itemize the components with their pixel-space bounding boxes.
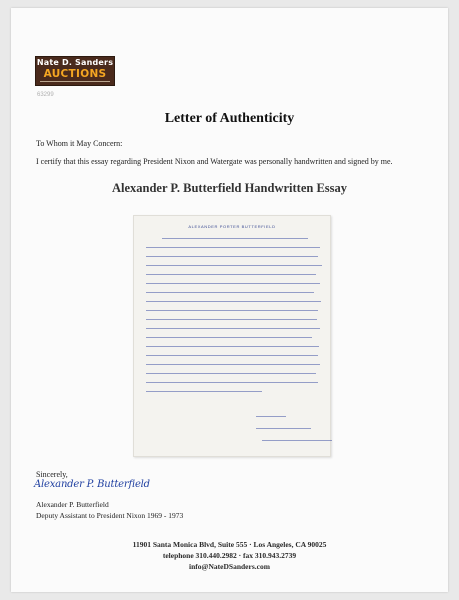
essay-title: Alexander P. Butterfield Handwritten Essay [111, 181, 348, 195]
handwriting-line [146, 301, 321, 302]
handwriting-line [146, 364, 320, 365]
footer-address: 11901 Santa Monica Blvd, Suite 555 · Los Angeles, CA 90025 [132, 540, 327, 549]
signer-name: Alexander P. Butterfield [36, 500, 109, 509]
footer-email: info@NateDSanders.com [189, 562, 270, 571]
handwriting-line [146, 328, 320, 329]
handwriting-line [146, 373, 316, 374]
handwriting-line [146, 283, 320, 284]
handwriting-line [146, 247, 320, 248]
logo-auctions: AUCTIONS [43, 68, 107, 80]
handwriting-line [162, 238, 308, 239]
handwriting-line [146, 355, 318, 356]
handwriting-closing-line [256, 416, 286, 417]
certification-text: I certify that this essay regarding President Nixon and Watergate was personally handwritten and signed by me. [36, 157, 393, 166]
handwriting-line [146, 310, 318, 311]
essay-letterhead: ALEXANDER PORTER BUTTERFIELD [188, 224, 276, 229]
handwriting-line [146, 274, 316, 275]
signer-title: Deputy Assistant to President Nixon 1969 - 1973 [36, 511, 184, 520]
handwriting-closing-line [256, 428, 311, 429]
closing-sincerely: Sincerely, [36, 470, 68, 479]
handwriting-line [146, 319, 317, 320]
handwriting-line [146, 265, 322, 266]
footer-phones: telephone 310.440.2982 · fax 310.943.2739 [162, 551, 297, 560]
auction-house-logo [35, 56, 115, 86]
handwriting-line [146, 337, 312, 338]
logo-divider [40, 81, 110, 82]
handwriting-line [146, 346, 319, 347]
logo-name: Nate D. Sanders [36, 58, 114, 67]
handwriting-line [146, 292, 314, 293]
lot-number: 63299 [37, 92, 54, 98]
handwriting-line [146, 382, 318, 383]
handwritten-signature: Alexander P. Butterfield [34, 479, 150, 490]
handwriting-closing-line [262, 440, 332, 441]
handwriting-line [146, 391, 262, 392]
handwriting-line [146, 256, 318, 257]
salutation: To Whom it May Concern: [36, 139, 123, 148]
letter-heading: Letter of Authenticity [164, 111, 295, 126]
handwritten-essay-image [133, 215, 331, 457]
